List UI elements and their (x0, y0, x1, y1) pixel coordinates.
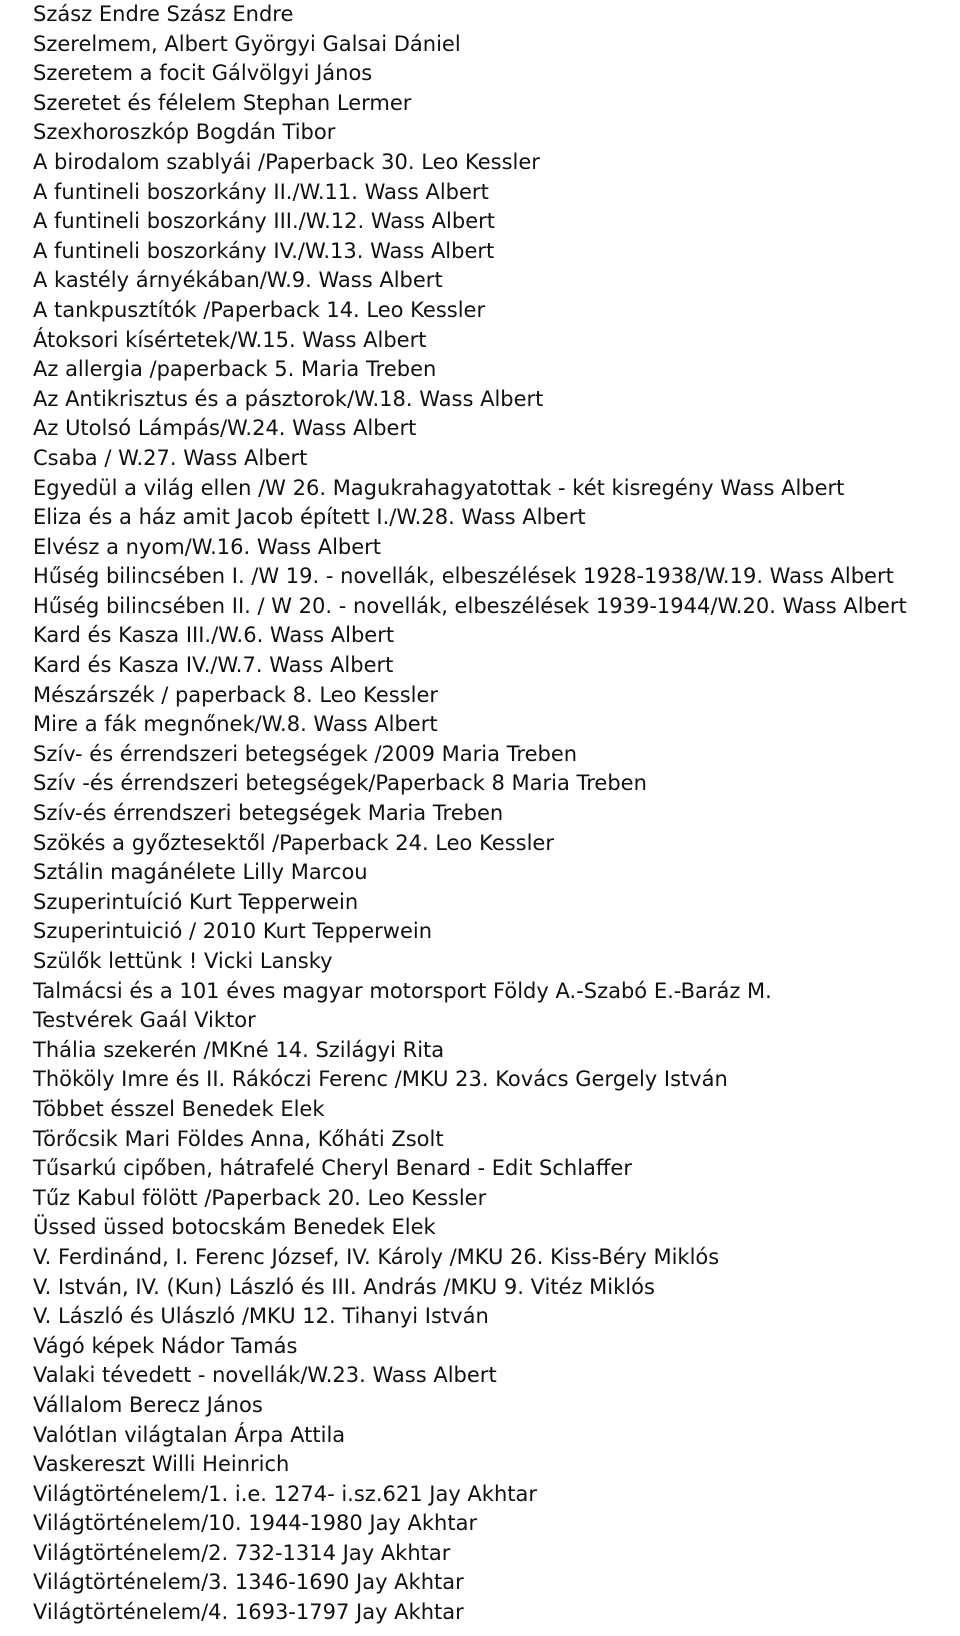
list-item: Hűség bilincsében II. / W 20. - novellák, elbeszélések 1939-1944/W.20. Wass Albert (33, 593, 907, 618)
list-item: Valótlan világtalan Árpa Attila (33, 1422, 346, 1447)
list-item: Szerelmem, Albert Györgyi Galsai Dániel (33, 31, 461, 56)
list-item: Világtörténelem/1. i.e. 1274- i.sz.621 Jay Akhtar (33, 1481, 537, 1506)
list-item: A funtineli boszorkány II./W.11. Wass Albert (33, 179, 489, 204)
list-item: Szív- és érrendszeri betegségek /2009 Maria Treben (33, 741, 578, 766)
list-item: Talmácsi és a 101 éves magyar motorsport Földy A.-Szabó E.-Baráz M. (33, 978, 772, 1003)
list-item: Vaskereszt Willi Heinrich (33, 1452, 290, 1477)
list-item: Világtörténelem/10. 1944-1980 Jay Akhtar (33, 1511, 478, 1536)
list-item: Egyedül a világ ellen /W 26. Magukrahagyatottak - két kisregény Wass Albert (33, 475, 845, 500)
list-item: Üssed üssed botocskám Benedek Elek (33, 1215, 436, 1240)
list-item: Tűz Kabul fölött /Paperback 20. Leo Kessler (33, 1185, 487, 1210)
list-item: Mire a fák megnőnek/W.8. Wass Albert (33, 712, 438, 737)
list-item: Világtörténelem/2. 732-1314 Jay Akhtar (33, 1540, 451, 1565)
list-item: Világtörténelem/4. 1693-1797 Jay Akhtar (33, 1600, 464, 1625)
list-item: V. István, IV. (Kun) László és III. András /MKU 9. Vitéz Miklós (33, 1274, 655, 1299)
list-item: Vállalom Berecz János (33, 1392, 263, 1417)
list-item: Testvérek Gaál Viktor (33, 1008, 256, 1033)
list-item: Átoksori kísértetek/W.15. Wass Albert (33, 327, 427, 352)
list-item: Kard és Kasza III./W.6. Wass Albert (33, 623, 395, 648)
list-item: Elvész a nyom/W.16. Wass Albert (33, 534, 382, 559)
book-list (33, 0, 953, 1628)
list-item: Szuperintuició / 2010 Kurt Tepperwein (33, 919, 433, 944)
list-item: Szív-és érrendszeri betegségek Maria Treben (33, 801, 504, 826)
list-item: Valaki tévedett - novellák/W.23. Wass Albert (33, 1363, 497, 1388)
list-item: Többet ésszel Benedek Elek (33, 1096, 325, 1121)
list-item: Szeretem a focit Gálvölgyi János (33, 61, 373, 86)
list-item: Szuperintuíció Kurt Tepperwein (33, 889, 359, 914)
list-item: Csaba / W.27. Wass Albert (33, 445, 308, 470)
list-item: V. László és Ulászló /MKU 12. Tihanyi István (33, 1304, 489, 1329)
list-item: A funtineli boszorkány III./W.12. Wass Albert (33, 209, 495, 234)
list-item: Világtörténelem/3. 1346-1690 Jay Akhtar (33, 1570, 464, 1595)
list-item: Szökés a győztesektől /Paperback 24. Leo Kessler (33, 830, 554, 855)
list-item: Eliza és a ház amit Jacob épített I./W.28. Wass Albert (33, 505, 586, 530)
list-item: Szülők lettünk ! Vicki Lansky (33, 949, 333, 973)
list-item: Thököly Imre és II. Rákóczi Ferenc /MKU 23. Kovács Gergely István (33, 1067, 728, 1092)
list-item: Szív -és érrendszeri betegségek/Paperback 8 Maria Treben (33, 771, 647, 796)
list-item: Az Antikrisztus és a pásztorok/W.18. Wass Albert (33, 386, 544, 411)
list-item: Szexhoroszkóp Bogdán Tibor (33, 120, 336, 145)
list-item: Hűség bilincsében I. /W 19. - novellák, elbeszélések 1928-1938/W.19. Wass Albert (33, 564, 894, 589)
list-item: Mészárszék / paperback 8. Leo Kessler (33, 682, 439, 707)
list-item: A kastély árnyékában/W.9. Wass Albert (33, 268, 443, 293)
list-item: A tankpusztítók /Paperback 14. Leo Kessler (33, 297, 486, 322)
list-item: A funtineli boszorkány IV./W.13. Wass Albert (33, 238, 495, 263)
list-item: Vágó képek Nádor Tamás (33, 1333, 298, 1358)
list-item: Az Utolsó Lámpás/W.24. Wass Albert (33, 416, 417, 441)
list-item: Kard és Kasza IV./W.7. Wass Albert (33, 653, 394, 678)
list-item: Törőcsik Mari Földes Anna, Kőháti Zsolt (33, 1126, 444, 1151)
list-item: Sztálin magánélete Lilly Marcou (33, 860, 368, 885)
list-item: Szeretet és félelem Stephan Lermer (33, 90, 412, 115)
list-item: Az allergia /paperback 5. Maria Treben (33, 357, 437, 382)
list-item: V. Ferdinánd, I. Ferenc József, IV. Károly /MKU 26. Kiss-Béry Miklós (33, 1244, 720, 1269)
list-item: Tűsarkú cipőben, hátrafelé Cheryl Benard - Edit Schlaffer (33, 1156, 632, 1181)
list-item: Szász Endre Szász Endre (33, 2, 294, 26)
list-item: A birodalom szablyái /Paperback 30. Leo Kessler (33, 149, 540, 174)
list-item: Thália szekerén /MKné 14. Szilágyi Rita (33, 1037, 445, 1062)
